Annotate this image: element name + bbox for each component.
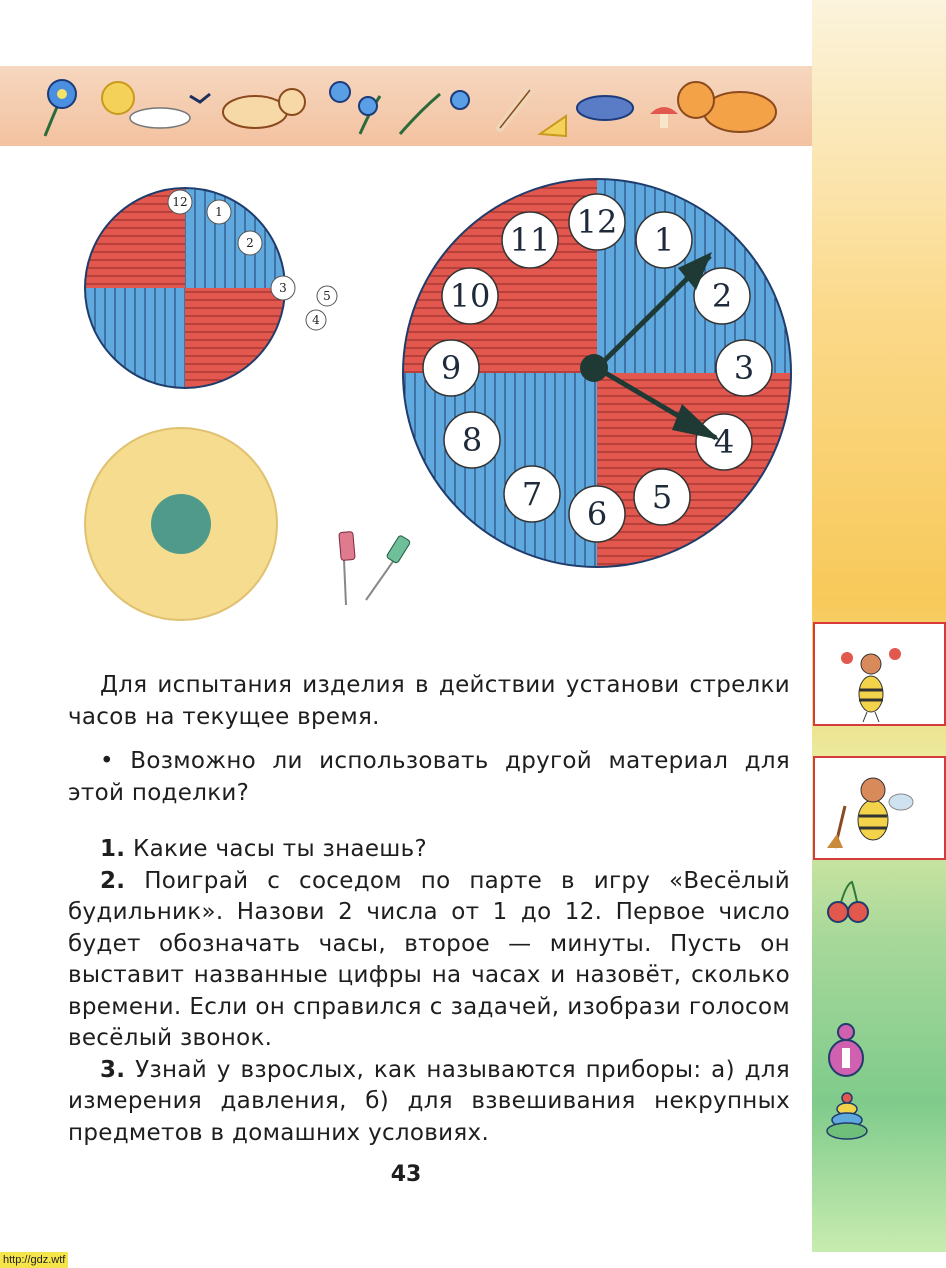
cherry-icon: [826, 878, 870, 926]
big-dial-number: 10: [449, 277, 491, 315]
tasks-list: [68, 834, 790, 1149]
big-dial-number: 6: [586, 495, 608, 533]
task-text: Поиграй с соседом по парте в игру «Весёлый будильник». Назови 2 числа от 1 до 12. Первое число будет обозначать часы, второе — минуты. Пусть он выставит названные цифры на часах и назовёт, сколько времени. Если он справился с задачей, изобрази голосом весёлый звонок.: [68, 867, 790, 1051]
clock-craft-illustration: [0, 0, 812, 640]
small-dial-number: 3: [279, 281, 287, 295]
big-dial-number: 9: [440, 349, 462, 387]
pins-icon: [339, 531, 411, 605]
small-dial-number: 2: [246, 236, 254, 250]
task-text: Какие часы ты знаешь?: [132, 836, 427, 862]
pyramid-toy-icon: [824, 1092, 870, 1140]
watermark-link[interactable]: http://gdz.wtf: [0, 1252, 68, 1268]
task-number: 3.: [100, 1056, 126, 1083]
material-question-text: • Возможно ли использовать другой материал для этой поделки?: [68, 748, 790, 806]
teal-center-disc: [151, 494, 211, 554]
bee-with-broom-icon: [815, 758, 944, 858]
task-number: 1.: [100, 836, 126, 862]
task-number: 2.: [100, 867, 126, 894]
small-dial-number: 1: [215, 205, 223, 219]
task-text: Узнай у взрослых, как называются приборы: а) для измерения давления, б) для взвешивания некрупных предметов в домашних условиях.: [68, 1056, 790, 1146]
small-dial-number: 5: [323, 289, 331, 303]
task-2: [68, 866, 790, 1055]
big-dial-number: 2: [711, 277, 733, 315]
bee-with-flowers-icon: [815, 624, 944, 724]
big-dial-number: 4: [713, 423, 735, 461]
big-dial-number: 8: [461, 421, 483, 459]
question-paragraph: [68, 746, 790, 809]
small-clock-face: [85, 188, 285, 388]
small-dial-number: 4: [312, 313, 320, 327]
big-dial-number: 3: [733, 349, 755, 387]
intro-paragraph: [68, 670, 790, 733]
big-dial-number: 7: [521, 475, 543, 513]
info-icon: [826, 1022, 866, 1078]
small-dial-number: 12: [172, 195, 188, 209]
task-1: [68, 834, 790, 866]
page-number: 43: [390, 1162, 422, 1187]
big-dial-number: 11: [509, 221, 551, 259]
instruction-text: Для испытания изделия в действии установи стрелки часов на текущее время.: [68, 672, 790, 730]
side-box-bee-broom: [813, 756, 946, 860]
big-dial-number: 12: [576, 203, 618, 241]
big-dial-number: 1: [653, 221, 675, 259]
task-3: [68, 1055, 790, 1150]
side-box-bee-flowers: [813, 622, 946, 726]
big-dial-number: 5: [651, 478, 673, 516]
